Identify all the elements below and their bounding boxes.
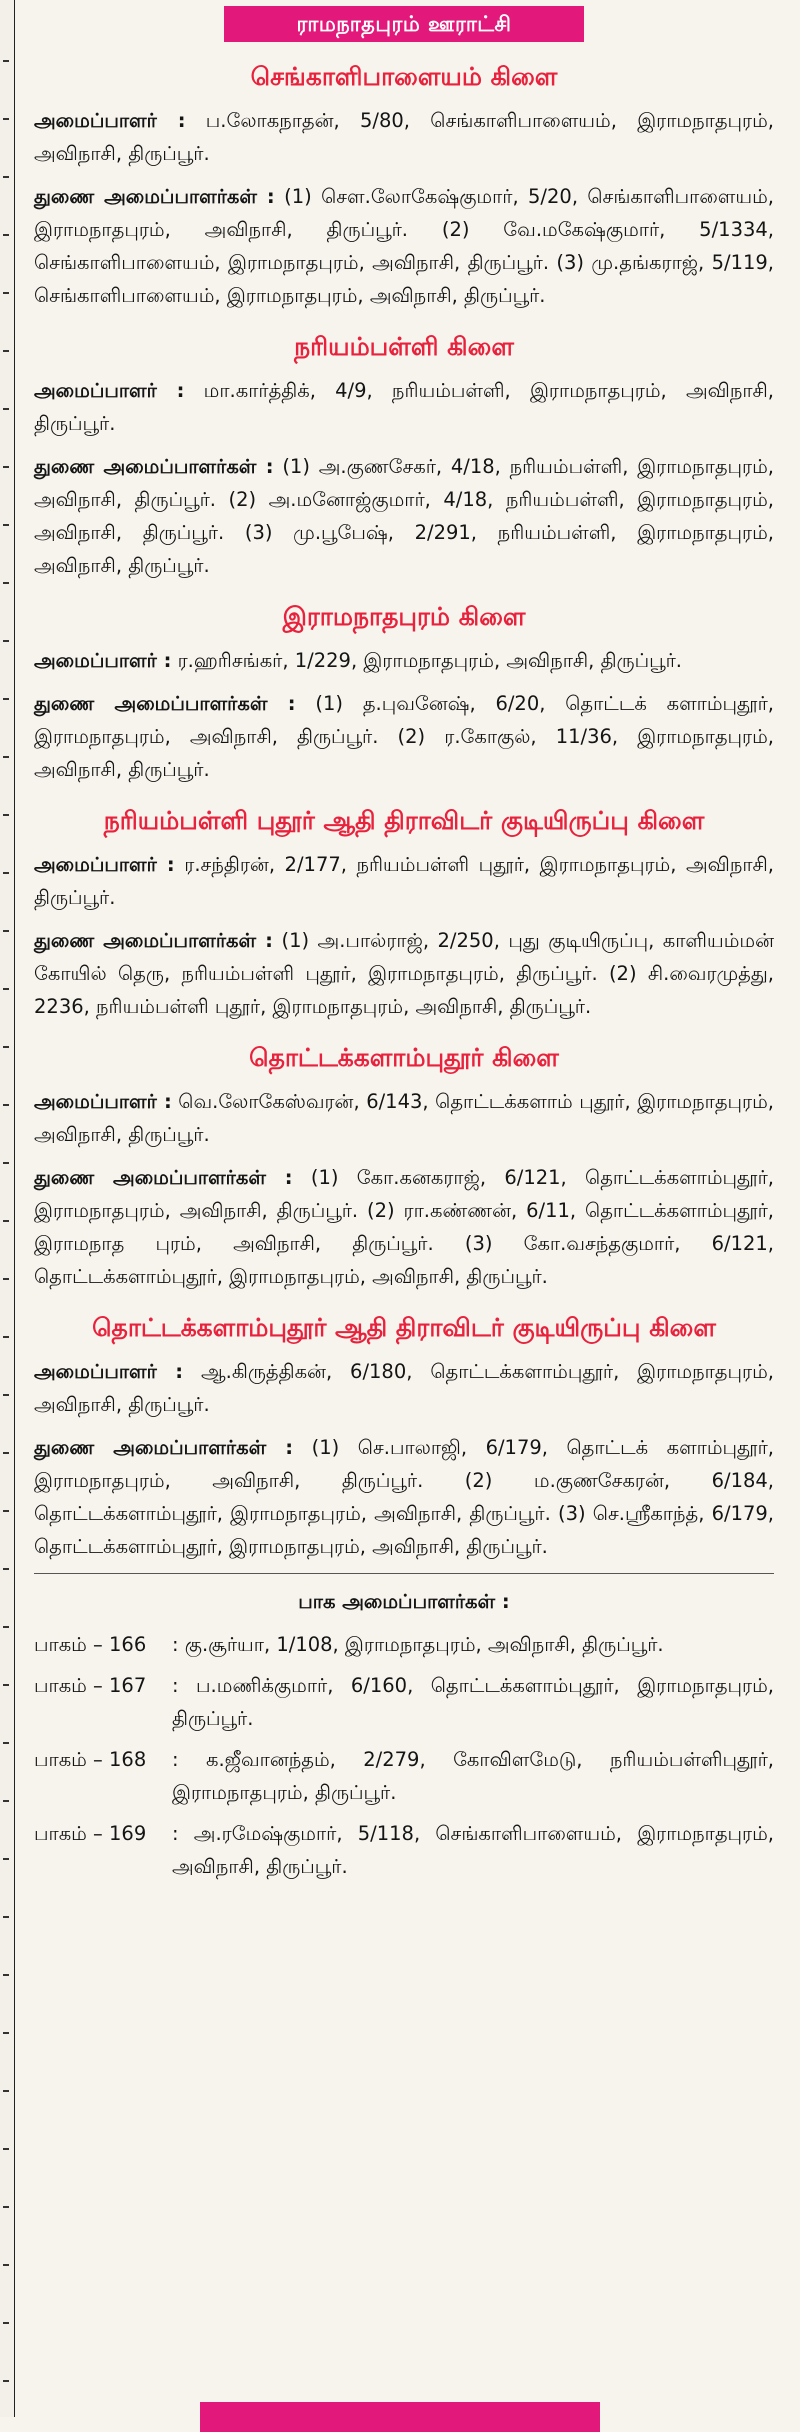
- deputies-label: துணை அமைப்பாளர்கள் :: [34, 185, 275, 208]
- organizer-text: ர.ஹரிசங்கர், 1/229, இராமநாதபுரம், அவிநாசி, திருப்பூர்.: [177, 649, 683, 672]
- gutter-tick: [3, 524, 9, 526]
- gutter-tick: [3, 466, 9, 468]
- panchayat-banner: ராமநாதபுரம் ஊராட்சி: [224, 6, 584, 42]
- branch-title: தொட்டக்களாம்புதூர் ஆதி திராவிடர் குடியிருப்பு கிளை: [92, 1313, 716, 1342]
- gutter-tick: [3, 2032, 9, 2034]
- branch-section: [34, 330, 774, 582]
- part-organizer-text: : அ.ரமேஷ்குமார், 5/118, செங்காளிபாளையம், இராமநாதபுரம், அவிநாசி, திருப்பூர்.: [172, 1822, 774, 1878]
- organizer-entry: [34, 104, 774, 170]
- gutter-tick: [3, 2148, 9, 2150]
- branch-title: நரியம்பள்ளி புதூர் ஆதி திராவிடர் குடியிருப்பு கிளை: [103, 806, 705, 835]
- organizer-entry: [34, 848, 774, 914]
- organizer-entry: [34, 374, 774, 440]
- organizer-text: வெ.லோகேஸ்வரன், 6/143, தொட்டக்களாம் புதூர், இராமநாதபுரம், அவிநாசி, திருப்பூர்.: [34, 1090, 774, 1146]
- gutter-tick: [3, 60, 9, 62]
- gutter-tick: [3, 1742, 9, 1744]
- deputies-label: துணை அமைப்பாளர்கள் :: [34, 1166, 293, 1189]
- organizer-text: மா.கார்த்திக், 4/9, நரியம்பள்ளி, இராமநாதபுரம், அவிநாசி, திருப்பூர்.: [34, 379, 774, 435]
- organizer-text: ர.சந்திரன், 2/177, நரியம்பள்ளி புதூர், இராமநாதபுரம், அவிநாசி, திருப்பூர்.: [34, 853, 774, 909]
- part-row: [34, 1743, 774, 1809]
- gutter-tick: [3, 1278, 9, 1280]
- gutter-tick: [3, 1220, 9, 1222]
- gutter-tick: [3, 1104, 9, 1106]
- deputies-entry: [34, 924, 774, 1023]
- gutter-tick: [3, 1626, 9, 1628]
- gutter-tick: [3, 1046, 9, 1048]
- deputies-label: துணை அமைப்பாளர்கள் :: [34, 692, 296, 715]
- branch-title: செங்காளிபாளையம் கிளை: [250, 62, 558, 91]
- gutter-tick: [3, 1336, 9, 1338]
- part-number: பாகம் – 168: [34, 1748, 147, 1771]
- deputies-text: (1) செ.பாலாஜி, 6/179, தொட்டக் களாம்புதூர், இராமநாதபுரம், அவிநாசி, திருப்பூர். (2) ம.குணசேகரன், 6/184, தொட்டக்களாம்புதூர், இராமநாதபுரம், அவிநாசி, திருப்பூர். (3) செ.ஸ்ரீகாந்த், 6/179, தொட்டக்களாம்புதூர், இராமநாதபுரம், அவிநாசி, திருப்பூர்.: [34, 1436, 774, 1558]
- part-organizer-text: : கு.சூர்யா, 1/108, இராமநாதபுரம், அவிநாசி, திருப்பூர்.: [172, 1633, 664, 1656]
- gutter-tick: [3, 1800, 9, 1802]
- next-section-banner: [200, 2402, 600, 2432]
- deputies-entry: [34, 1161, 774, 1293]
- gutter-tick: [3, 1916, 9, 1918]
- gutter-tick: [3, 2206, 9, 2208]
- organizer-text: ப.லோகநாதன், 5/80, செங்காளிபாளையம், இராமநாதபுரம், அவிநாசி, திருப்பூர்.: [34, 109, 774, 165]
- gutter-tick: [3, 2264, 9, 2266]
- gutter-tick: [3, 640, 9, 642]
- divider: [34, 1573, 774, 1574]
- gutter-tick: [3, 872, 9, 874]
- deputies-text: (1) செள.லோகேஷ்குமார், 5/20, செங்காளிபாளையம், இராமநாதபுரம், அவிநாசி, திருப்பூர். (2) வே.மகேஷ்குமார், 5/1334, செங்காளிபாளையம், இராமநாதபுரம், அவிநாசி, திருப்பூர். (3) மு.தங்கராஜ், 5/119, செங்காளிபாளையம், இராமநாதபுரம், அவிநாசி, திருப்பூர்.: [34, 185, 774, 307]
- part-organizers-heading: பாக அமைப்பாளர்கள் :: [298, 1590, 510, 1613]
- organizer-label: அமைப்பாளர் :: [34, 853, 175, 876]
- gutter-tick: [3, 118, 9, 120]
- organizer-entry: [34, 644, 774, 677]
- branch-section: [34, 1311, 774, 1563]
- gutter-tick: [3, 2322, 9, 2324]
- organizer-label: அமைப்பாளர் :: [34, 109, 186, 132]
- gutter-tick: [3, 176, 9, 178]
- gutter-tick: [3, 1568, 9, 1570]
- gutter-tick: [3, 1394, 9, 1396]
- deputies-entry: [34, 450, 774, 582]
- part-number: பாகம் – 166: [34, 1633, 147, 1656]
- organizer-text: ஆ.கிருத்திகன், 6/180, தொட்டக்களாம்புதூர், இராமநாதபுரம், அவிநாசி, திருப்பூர்.: [34, 1360, 774, 1416]
- part-number: பாகம் – 167: [34, 1674, 147, 1697]
- gutter-tick: [3, 2380, 9, 2382]
- gutter-tick: [3, 408, 9, 410]
- gutter-tick: [3, 814, 9, 816]
- deputies-entry: [34, 687, 774, 786]
- gutter-tick: [3, 988, 9, 990]
- organizer-label: அமைப்பாளர் :: [34, 379, 185, 402]
- gutter-tick: [3, 1162, 9, 1164]
- gutter-tick: [3, 930, 9, 932]
- part-row: [34, 1817, 774, 1883]
- part-organizer-text: : க.ஜீவானந்தம், 2/279, கோவிளமேடு, நரியம்பள்ளிபுதூர், இராமநாதபுரம், திருப்பூர்.: [172, 1748, 774, 1804]
- deputies-text: (1) கோ.கனகராஜ், 6/121, தொட்டக்களாம்புதூர், இராமநாதபுரம், அவிநாசி, திருப்பூர். (2) ரா.கண்ணன், 6/11, தொட்டக்களாம்புதூர், இராமநாத புரம், அவிநாசி, திருப்பூர். (3) கோ.வசந்தகுமார், 6/121, தொட்டக்களாம்புதூர், இராமநாதபுரம், அவிநாசி, திருப்பூர்.: [34, 1166, 774, 1288]
- gutter-tick: [3, 1510, 9, 1512]
- branch-section: [34, 804, 774, 1023]
- branch-title: தொட்டக்களாம்புதூர் கிளை: [249, 1043, 559, 1072]
- part-organizers-list: [34, 1628, 774, 1883]
- organizer-entry: [34, 1085, 774, 1151]
- part-row: [34, 1669, 774, 1735]
- deputies-text: (1) அ.குணசேகர், 4/18, நரியம்பள்ளி, இராமநாதபுரம், அவிநாசி, திருப்பூர். (2) அ.மனோஜ்குமார், 4/18, நரியம்பள்ளி, இராமநாதபுரம், அவிநாசி, திருப்பூர். (3) மு.பூபேஷ், 2/291, நரியம்பள்ளி, இராமநாதபுரம், அவிநாசி, திருப்பூர்.: [34, 455, 774, 577]
- deputies-label: துணை அமைப்பாளர்கள் :: [34, 455, 274, 478]
- part-organizer-text: : ப.மணிக்குமார், 6/160, தொட்டக்களாம்புதூர், இராமநாதபுரம், திருப்பூர்.: [172, 1674, 774, 1730]
- branch-section: [34, 600, 774, 786]
- part-number: பாகம் – 169: [34, 1822, 147, 1845]
- gutter-tick: [3, 756, 9, 758]
- deputies-text: (1) அ.பால்ராஜ், 2/250, புது குடியிருப்பு, காளியம்மன் கோயில் தெரு, நரியம்பள்ளி புதூர், இராமநாதபுரம், திருப்பூர். (2) சி.வைரமுத்து, 2236, நரியம்பள்ளி புதூர், இராமநாதபுரம், அவிநாசி, திருப்பூர்.: [34, 929, 775, 1018]
- deputies-label: துணை அமைப்பாளர்கள் :: [34, 1436, 294, 1459]
- deputies-entry: [34, 180, 774, 312]
- left-column-border: [0, 0, 15, 2417]
- deputies-text: (1) த.புவனேஷ், 6/20, தொட்டக் களாம்புதூர், இராமநாதபுரம், அவிநாசி, திருப்பூர். (2) ர.கோகுல், 11/36, இராமநாதபுரம், அவிநாசி, திருப்பூர்.: [34, 692, 774, 781]
- deputies-entry: [34, 1431, 774, 1563]
- part-row: [34, 1628, 774, 1661]
- gutter-tick: [3, 1684, 9, 1686]
- gutter-tick: [3, 2090, 9, 2092]
- organizer-label: அமைப்பாளர் :: [34, 1360, 184, 1383]
- organizer-label: அமைப்பாளர் :: [34, 649, 172, 672]
- gutter-tick: [3, 1858, 9, 1860]
- branch-title: இராமநாதபுரம் கிளை: [282, 602, 526, 631]
- gutter-tick: [3, 1974, 9, 1976]
- organizer-entry: [34, 1355, 774, 1421]
- gutter-tick: [3, 234, 9, 236]
- article: [34, 0, 774, 1891]
- gutter-tick: [3, 698, 9, 700]
- gutter-tick: [3, 350, 9, 352]
- branch-title: நரியம்பள்ளி கிளை: [294, 332, 514, 361]
- deputies-label: துணை அமைப்பாளர்கள் :: [34, 929, 273, 952]
- gutter-tick: [3, 582, 9, 584]
- branch-section: [34, 1041, 774, 1293]
- branch-section: [34, 60, 774, 312]
- gutter-tick: [3, 292, 9, 294]
- organizer-label: அமைப்பாளர் :: [34, 1090, 172, 1113]
- gutter-tick: [3, 1452, 9, 1454]
- branch-sections: [34, 60, 774, 1563]
